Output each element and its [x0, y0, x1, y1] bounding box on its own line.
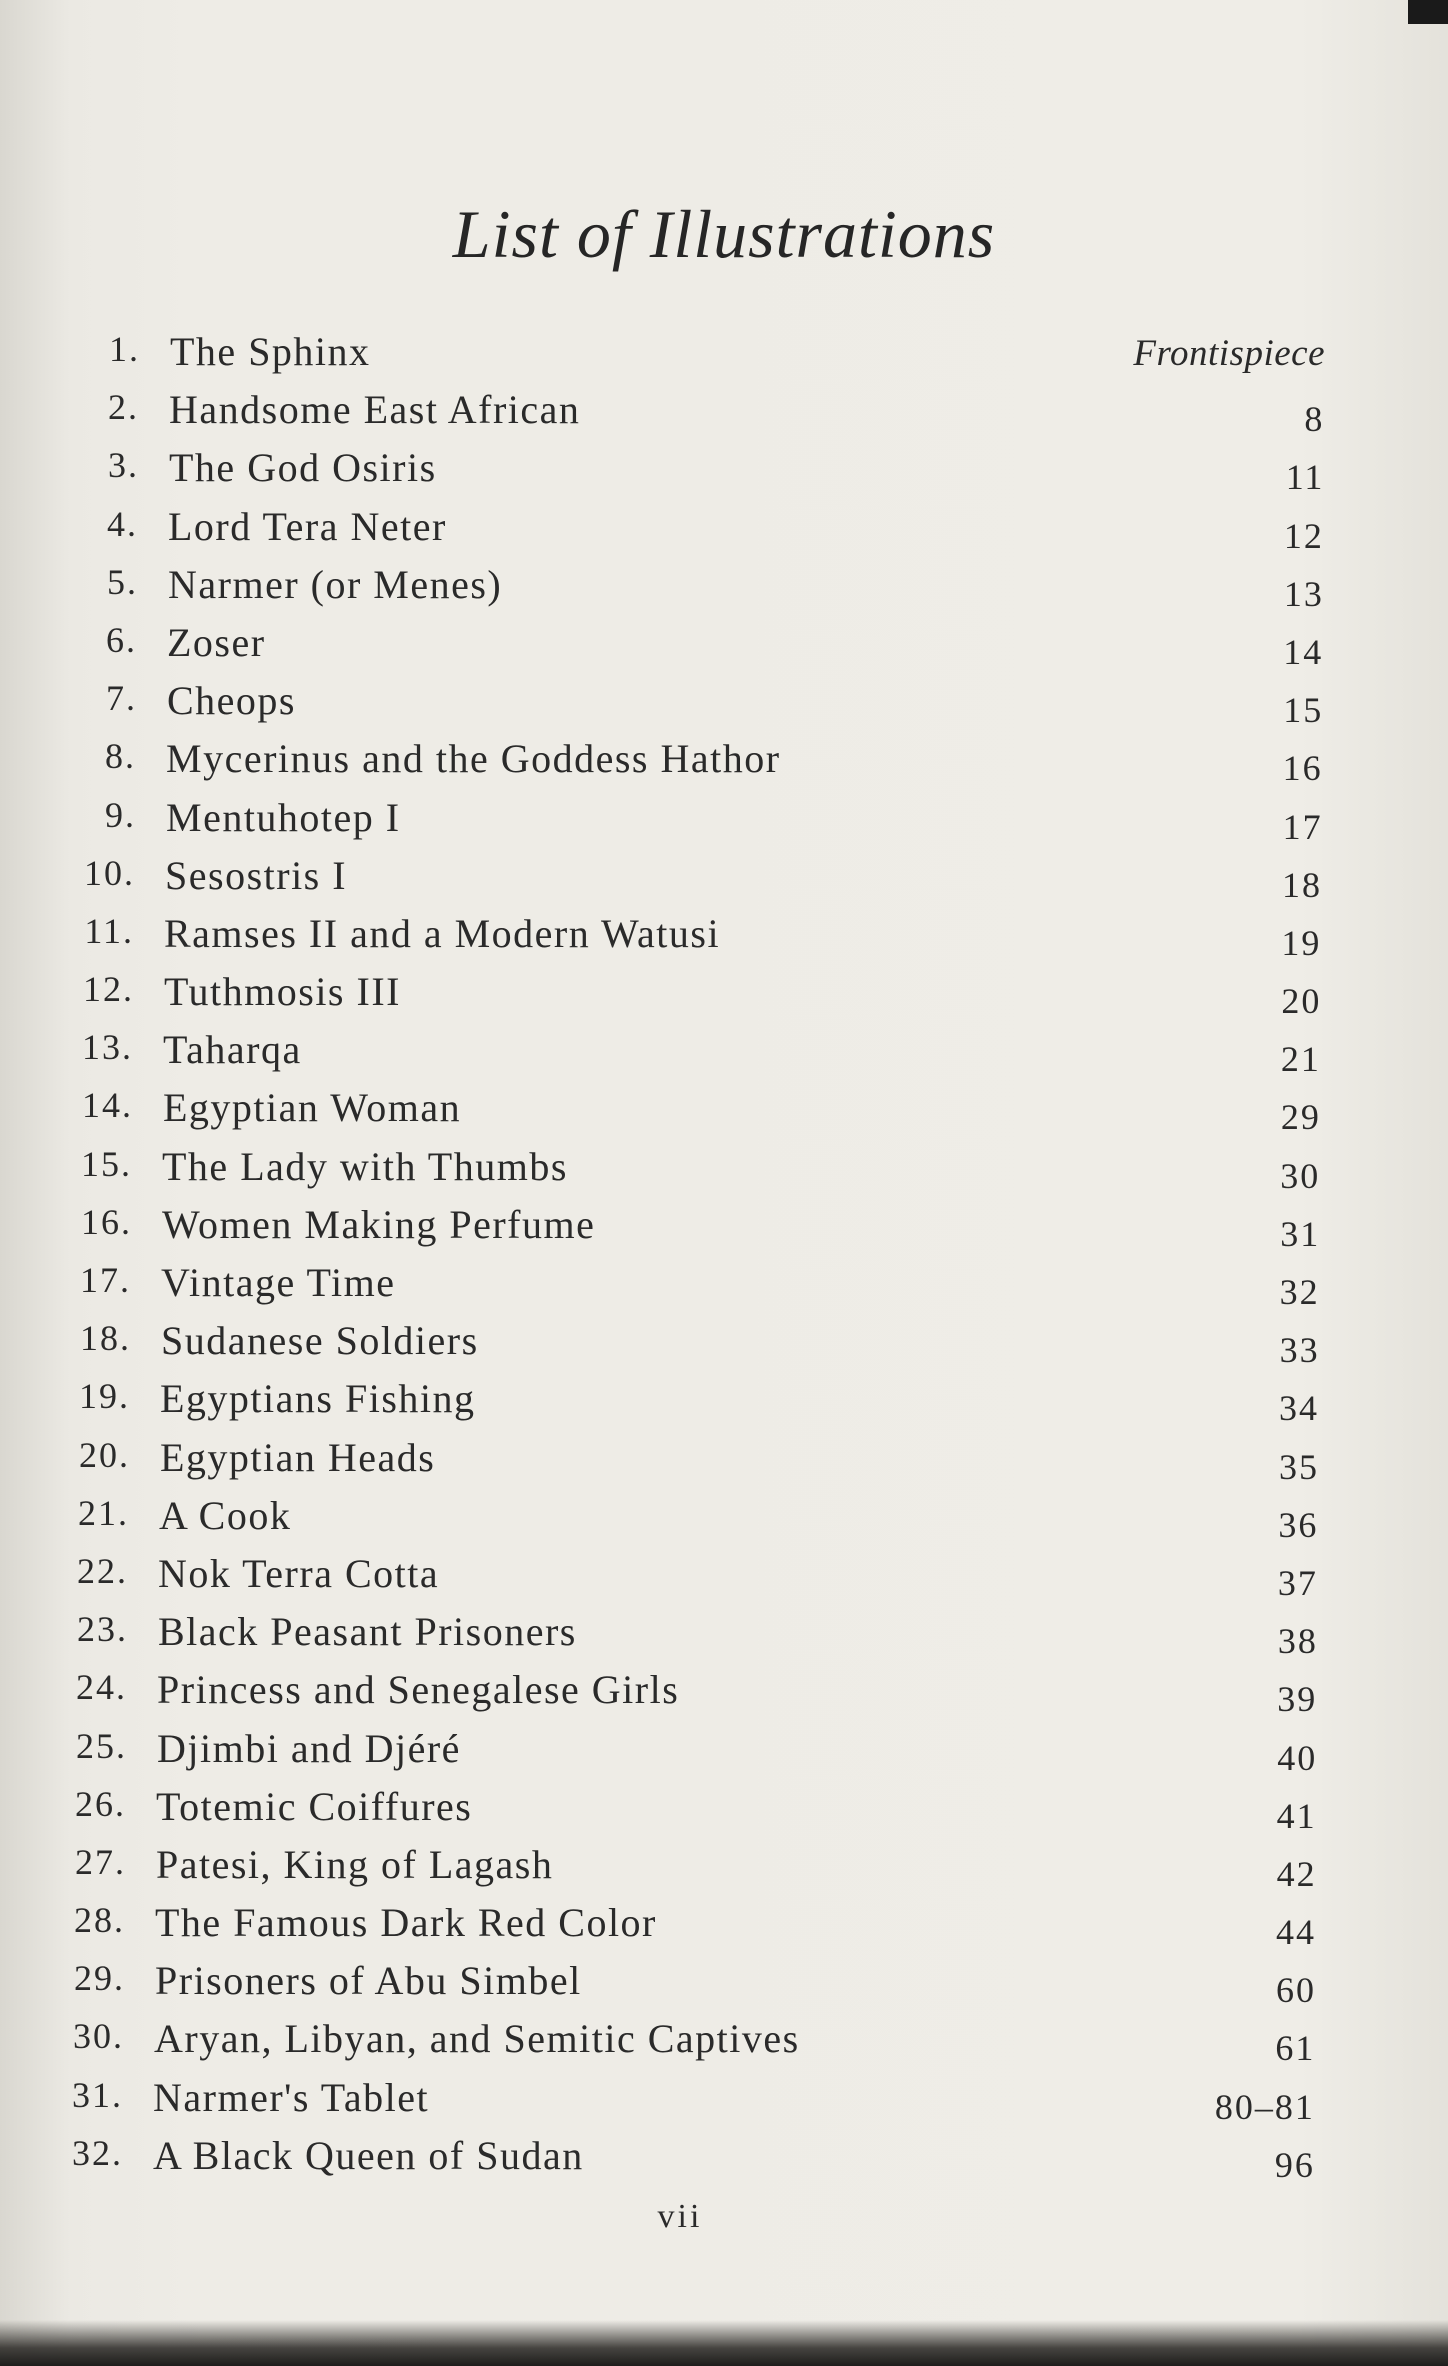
list-item: [51, 1317, 1340, 1375]
list-item: [52, 1143, 1340, 1201]
item-number: 18.: [80, 1318, 131, 1359]
list-item: [58, 561, 1340, 619]
list-item: [59, 444, 1340, 502]
item-label: Zoser: [167, 619, 266, 665]
item-label: A Cook: [159, 1492, 292, 1538]
item-number: 7.: [106, 678, 137, 719]
list-item: [54, 968, 1340, 1026]
item-page-number: 18: [1282, 864, 1322, 905]
item-number: 27.: [75, 1841, 126, 1882]
list-item: [53, 1026, 1340, 1084]
item-number: 15.: [81, 1143, 132, 1184]
item-page-number: 32: [1279, 1272, 1320, 1312]
item-page-number: 21: [1280, 1039, 1321, 1080]
item-label: The Lady with Thumbs: [162, 1143, 568, 1189]
list-item: [43, 2074, 1340, 2132]
item-number: 8.: [105, 736, 136, 777]
item-number: 2.: [108, 387, 139, 428]
list-item: [47, 1666, 1340, 1724]
item-number: 22.: [77, 1550, 128, 1591]
item-number: 11.: [84, 910, 134, 951]
item-page-number: 42: [1276, 1853, 1317, 1894]
item-label: Taharqa: [163, 1027, 302, 1073]
item-page-number: 20: [1281, 981, 1322, 1022]
item-number: 26.: [75, 1783, 126, 1824]
item-label: Vintage Time: [161, 1260, 396, 1305]
item-page-number: 60: [1276, 1970, 1316, 2011]
item-label: A Black Queen of Sudan: [153, 2132, 584, 2178]
item-page-number: 36: [1278, 1504, 1319, 1545]
list-item: [50, 1375, 1340, 1433]
item-number: 3.: [108, 445, 139, 486]
item-number: 28.: [74, 1900, 125, 1941]
illustration-list: [60, 328, 1340, 2190]
list-item: [46, 1783, 1340, 1841]
item-page-number: 29: [1280, 1097, 1321, 1138]
item-label: Egyptian Woman: [163, 1085, 462, 1131]
item-label: Aryan, Libyan, and Semitic Captives: [154, 2016, 800, 2062]
item-label: Nok Terra Cotta: [158, 1550, 440, 1596]
item-number: 14.: [82, 1085, 133, 1126]
item-page-number: 61: [1275, 2028, 1316, 2069]
item-number: 13.: [82, 1027, 133, 1068]
item-label: Lord Tera Neter: [168, 503, 447, 549]
item-page-number: 41: [1276, 1795, 1317, 1836]
item-page-number: 30: [1280, 1155, 1321, 1196]
item-page-number: 44: [1276, 1912, 1316, 1953]
item-number: 32.: [72, 2132, 123, 2173]
item-page-number: 34: [1279, 1388, 1319, 1429]
item-page-number: 33: [1279, 1330, 1320, 1371]
list-item: [44, 2015, 1340, 2073]
list-item: [49, 1492, 1340, 1550]
item-number: 24.: [76, 1667, 127, 1708]
item-label: Egyptians Fishing: [160, 1376, 476, 1422]
item-label: Tuthmosis III: [164, 969, 401, 1015]
scan-bottom-shadow: [0, 2320, 1448, 2366]
item-number: 17.: [80, 1260, 131, 1300]
list-item: [52, 1201, 1340, 1259]
item-page-number: 39: [1277, 1679, 1318, 1720]
item-number: 31.: [72, 2074, 123, 2115]
item-number: 1.: [109, 329, 140, 369]
item-label: Princess and Senegalese Girls: [157, 1667, 680, 1713]
list-item: [54, 910, 1340, 968]
item-number: 16.: [81, 1201, 132, 1242]
list-item: [46, 1841, 1340, 1899]
item-page-number: 16: [1282, 748, 1323, 789]
list-item: [57, 619, 1340, 677]
list-item: [56, 794, 1340, 852]
item-number: 29.: [74, 1958, 125, 1999]
item-label: Djimbi and Djéré: [157, 1725, 461, 1771]
item-label: The God Osiris: [169, 445, 437, 491]
list-item: [60, 328, 1340, 386]
list-item: [58, 503, 1340, 561]
list-item: [48, 1608, 1340, 1666]
list-item: [50, 1434, 1340, 1492]
item-number: 12.: [83, 969, 134, 1010]
item-label: Women Making Perfume: [162, 1201, 596, 1247]
item-label: Patesi, King of Lagash: [156, 1841, 554, 1887]
item-label: Handsome East African: [169, 387, 581, 433]
page-title: List of Illustrations: [452, 196, 996, 272]
item-page-number: 37: [1277, 1562, 1318, 1603]
item-label: Ramses II and a Modern Watusi: [164, 910, 721, 956]
item-label: The Famous Dark Red Color: [155, 1900, 657, 1946]
scan-edge-shadow: [1408, 0, 1448, 24]
list-item: [56, 735, 1340, 793]
item-page-number: 12: [1283, 515, 1324, 556]
item-number: 10.: [84, 852, 135, 893]
item-number: 5.: [107, 561, 138, 602]
item-label: Sudanese Soldiers: [161, 1318, 479, 1364]
item-number: 4.: [107, 503, 138, 544]
list-item: [45, 1957, 1340, 2015]
list-item: [51, 1259, 1340, 1317]
list-item: [43, 2132, 1340, 2190]
item-number: 25.: [76, 1725, 127, 1766]
item-label: Cheops: [167, 678, 296, 724]
list-item: [55, 852, 1340, 910]
item-label: Totemic Coiffures: [156, 1783, 473, 1829]
item-label: Sesostris I: [165, 852, 348, 898]
list-item: [45, 1899, 1340, 1957]
item-label: Narmer's Tablet: [153, 2074, 430, 2120]
item-label: Mentuhotep I: [166, 794, 401, 840]
item-page-number: 15: [1283, 690, 1324, 731]
list-item: [57, 677, 1340, 735]
item-number: 19.: [79, 1376, 130, 1417]
item-label: Egyptian Heads: [160, 1434, 436, 1480]
item-label: Narmer (or Menes): [168, 561, 503, 607]
item-label: Prisoners of Abu Simbel: [155, 1958, 582, 2004]
item-number: 6.: [106, 619, 137, 660]
item-label: Black Peasant Prisoners: [158, 1609, 577, 1655]
item-page-number: 8: [1304, 399, 1325, 440]
item-page-number: 11: [1285, 457, 1325, 498]
item-page-number: 19: [1281, 922, 1322, 963]
item-page-number: 80–81: [1214, 2086, 1315, 2127]
item-label: Mycerinus and the Goddess Hathor: [166, 736, 781, 782]
item-page-number: 38: [1277, 1621, 1318, 1662]
item-number: 23.: [77, 1609, 128, 1650]
item-number: 9.: [105, 794, 136, 835]
item-number: 30.: [73, 2016, 124, 2057]
item-number: 21.: [78, 1492, 129, 1533]
list-item: [53, 1084, 1340, 1142]
item-number: 20.: [79, 1434, 130, 1475]
list-item: [47, 1725, 1340, 1783]
page-folio: vii: [657, 2198, 703, 2235]
item-page-number: 17: [1282, 806, 1323, 847]
item-page-number: 96: [1274, 2144, 1315, 2185]
item-label: The Sphinx: [170, 329, 371, 374]
list-item: [48, 1550, 1340, 1608]
item-page-number: 35: [1279, 1446, 1319, 1487]
item-page-number: 31: [1280, 1213, 1321, 1254]
item-page-number: 14: [1283, 631, 1324, 672]
item-page-number: Frontispiece: [1133, 333, 1325, 374]
list-item: [59, 386, 1340, 444]
item-page-number: 40: [1277, 1737, 1318, 1778]
item-page-number: 13: [1283, 573, 1324, 614]
